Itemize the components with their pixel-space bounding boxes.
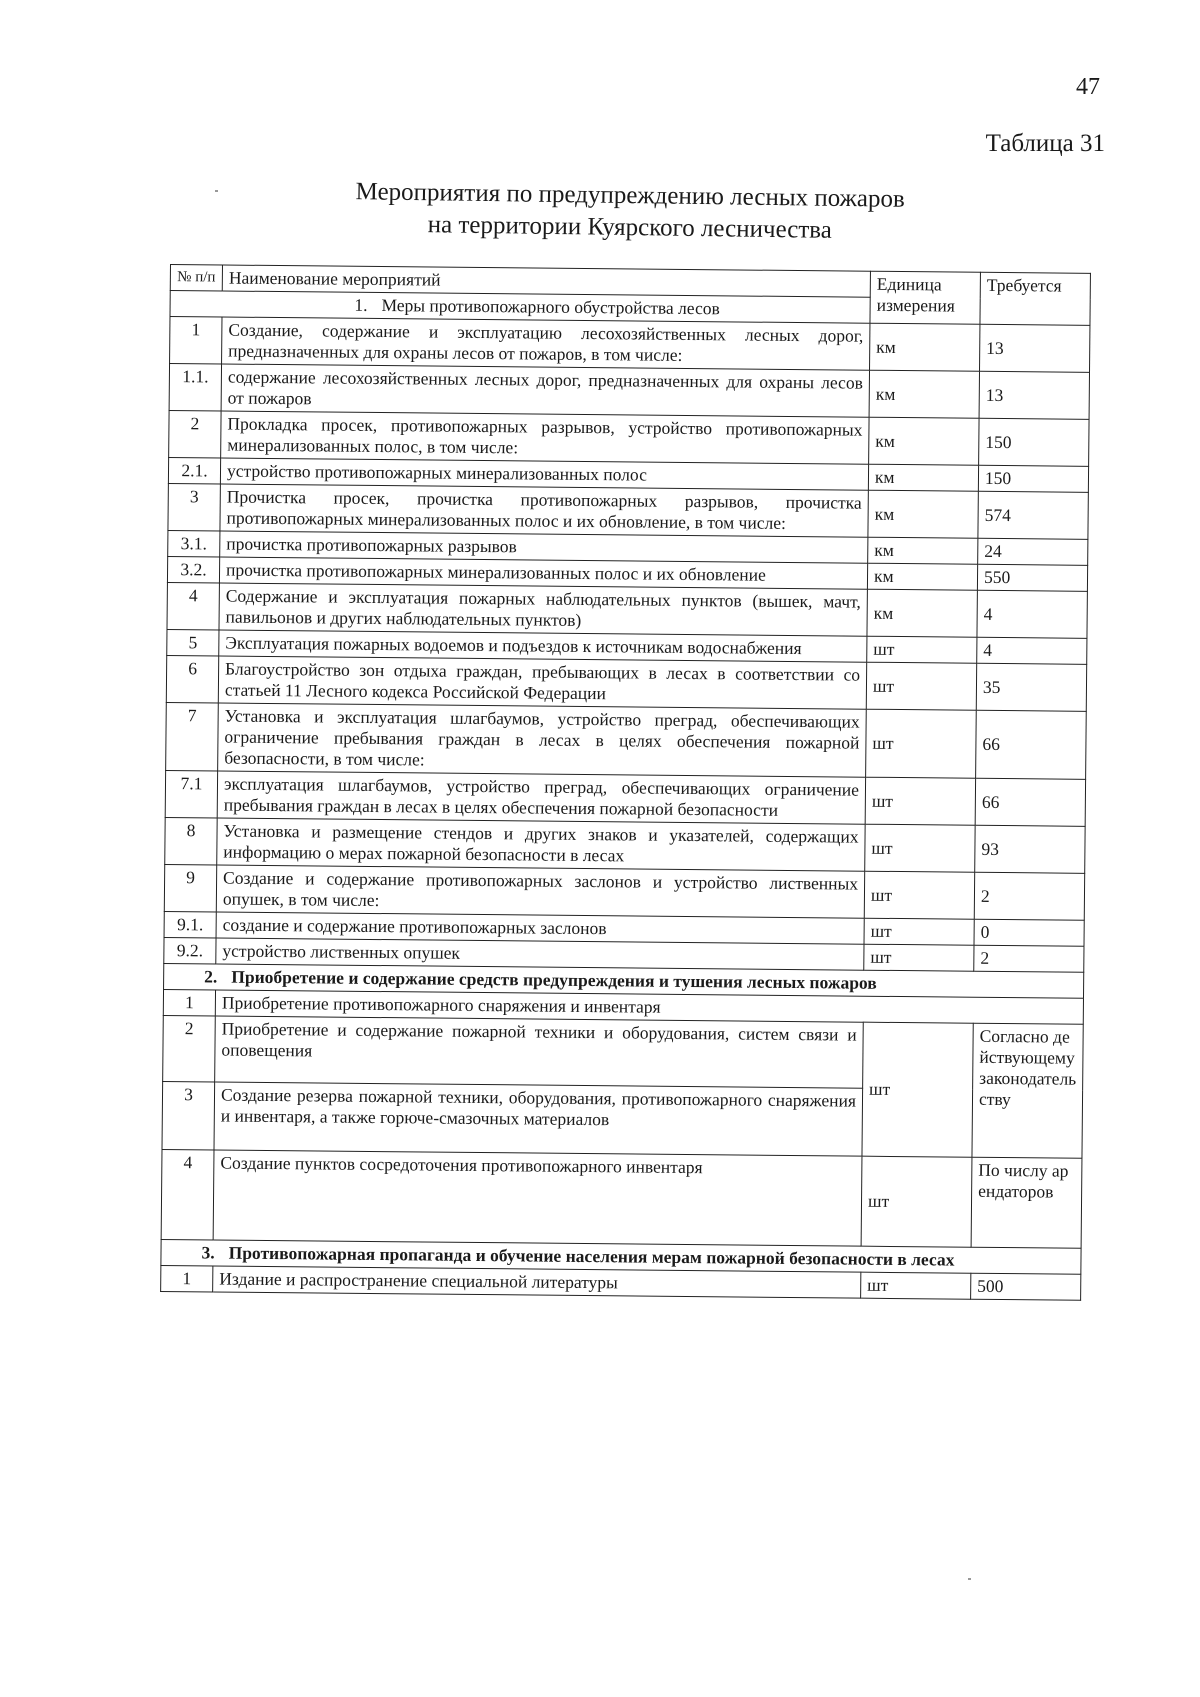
- section-2-rows: [161, 963, 1084, 1248]
- row-required: 150: [978, 465, 1088, 492]
- row-num: 1: [161, 1265, 213, 1291]
- row-unit: шт: [866, 662, 976, 710]
- row-required: 13: [979, 371, 1089, 419]
- row-name: содержание лесохозяйственных лесных дорог, предназначенных для охраны лесов от пожаров: [221, 364, 869, 417]
- row-name: эксплуатация шлагбаумов, устройство преград, обеспечивающих ограничение пребывания граждан в лесах в целях обеспечения пожарной безопасности: [217, 771, 865, 824]
- row-required: 500: [971, 1273, 1081, 1300]
- row-required: 13: [980, 324, 1090, 372]
- row-unit: шт: [864, 871, 974, 919]
- row-num: 1: [163, 989, 215, 1015]
- row-name: Прокладка просек, противопожарных разрывов, устройство противопожарных минерализованных полос, в том числе:: [221, 411, 869, 464]
- scan-speck: [968, 1578, 971, 1580]
- row-num: 3: [168, 483, 220, 530]
- row-required: 66: [976, 710, 1087, 779]
- row-num: 6: [166, 655, 218, 702]
- row-unit: км: [869, 370, 979, 418]
- row-required: 574: [978, 491, 1088, 539]
- row-unit: км: [867, 563, 977, 590]
- table-row: [163, 1015, 1084, 1090]
- row-required: По числу арендаторов: [971, 1157, 1082, 1248]
- row-name: Установка и эксплуатация шлагбаумов, устройство преград, обеспечивающих ограничение пребывания граждан в лесах в целях обеспечения пожарной безопасности, в том числе:: [218, 703, 867, 777]
- row-num: 7: [166, 702, 219, 770]
- table-row: [161, 1149, 1082, 1248]
- row-required: 4: [977, 637, 1087, 664]
- row-name: Прочистка просек, прочистка противопожарных разрывов, прочистка противопожарных минерализованных полос и их обновление, в том числе:: [220, 484, 868, 537]
- row-num: 1: [170, 317, 222, 364]
- row-name: создание и содержание противопожарных заслонов: [216, 912, 864, 944]
- table-row: [166, 702, 1087, 779]
- row-num: 9: [164, 864, 216, 911]
- row-num: 9.1.: [164, 911, 216, 937]
- row-name: устройство противопожарных минерализованных полос: [220, 458, 868, 490]
- row-unit: км: [868, 537, 978, 564]
- row-required: 550: [977, 564, 1087, 591]
- measures-table-wrapper: [160, 264, 1090, 1301]
- scan-speck: [215, 190, 218, 192]
- row-name: Издание и распространение специальной литературы: [213, 1266, 861, 1298]
- section-1-title: 1. Меры противопожарного обустройства лесов: [170, 291, 870, 324]
- row-name: Установка и размещение стендов и других знаков и указателей, содержащих информацию о мерах пожарной безопасности в лесах: [217, 818, 865, 871]
- row-name: прочистка противопожарных минерализованных полос и их обновление: [219, 557, 867, 589]
- row-unit: шт: [861, 1272, 971, 1299]
- row-name: Создание резерва пожарной техники, оборудования, противопожарного снаряжения и инвентаря, а также горюче-смазочных материалов: [214, 1082, 863, 1156]
- row-name: Создание и содержание противопожарных заслонов и устройство лиственных опушек, в том числе:: [216, 865, 864, 918]
- row-unit: шт: [867, 636, 977, 663]
- row-unit: шт: [864, 944, 974, 971]
- row-required: 0: [974, 919, 1084, 946]
- row-unit: шт: [864, 918, 974, 945]
- row-num: 3.2.: [167, 556, 219, 582]
- row-required: 4: [977, 590, 1087, 638]
- row-required: 2: [974, 945, 1084, 972]
- row-num: 8: [165, 817, 217, 864]
- row-unit: шт: [865, 824, 975, 872]
- row-unit: шт: [865, 777, 975, 825]
- title-line-1: Мероприятия по предупреждению лесных пожаров: [355, 178, 905, 213]
- row-unit: шт: [861, 1156, 972, 1247]
- row-num: 7.1: [165, 770, 217, 817]
- row-num: 2: [163, 1015, 216, 1081]
- row-name: Благоустройство зон отдыха граждан, пребывающих в лесах в соответствии со статьей 11 Лесного кодекса Российской Федерации: [218, 656, 866, 709]
- row-num: 9.2.: [164, 937, 216, 963]
- row-unit: км: [867, 589, 977, 637]
- table-caption: Таблица 31: [985, 130, 1105, 157]
- header-name: Наименование мероприятий: [222, 265, 870, 297]
- row-required: 35: [976, 663, 1086, 711]
- row-required: 66: [975, 778, 1085, 826]
- row-name: прочистка противопожарных разрывов: [220, 531, 868, 563]
- measures-table: [160, 264, 1091, 1301]
- section-2-title: 2. Приобретение и содержание средств предупреждения и тушения лесных пожаров: [164, 963, 1084, 998]
- section-3-rows: [161, 1239, 1081, 1300]
- row-required: 24: [978, 538, 1088, 565]
- row-num: 2: [169, 410, 221, 457]
- row-name: Приобретение и содержание пожарной техники и оборудования, систем связи и оповещения: [215, 1016, 864, 1088]
- row-name: устройство лиственных опушек: [216, 938, 864, 970]
- header-unit: Единица измерения: [870, 271, 980, 324]
- header-required: Требуется: [980, 272, 1090, 325]
- row-num: 2.1.: [168, 457, 220, 483]
- section-3-title: 3. Противопожарная пропаганда и обучение населения мерам пожарной безопасности в лесах: [161, 1239, 1081, 1274]
- row-name: Приобретение противопожарного снаряжения и инвентаря: [215, 990, 1083, 1024]
- row-num: 5: [167, 629, 219, 655]
- section-1-rows: [164, 317, 1090, 973]
- row-num: 3.1.: [168, 530, 220, 556]
- row-name: Создание, содержание и эксплуатацию лесохозяйственных лесных дорог, предназначенных для охраны лесов от пожаров, в том числе:: [222, 317, 870, 370]
- title-line-2: на территории Куярского лесничества: [427, 211, 833, 244]
- row-unit: км: [869, 417, 979, 465]
- row-num: 4: [161, 1149, 214, 1239]
- row-required: 150: [979, 418, 1089, 466]
- header-num: № п/п: [170, 265, 222, 291]
- document-title: [280, 175, 981, 249]
- row-name: Содержание и эксплуатация пожарных наблюдательных пунктов (вышек, мачт, павильонов и других наблюдательных пунктов): [219, 583, 867, 636]
- row-name: Создание пунктов сосредоточения противопожарного инвентаря: [213, 1150, 862, 1246]
- row-unit: км: [868, 490, 978, 538]
- row-num: 1.1.: [169, 364, 221, 411]
- row-unit: шт: [866, 709, 977, 778]
- row-required: Согласно действующему законодательству: [972, 1023, 1083, 1158]
- row-name: Эксплуатация пожарных водоемов и подъездов к источникам водоснабжения: [219, 630, 867, 662]
- page-number: 47: [1076, 74, 1100, 100]
- row-num: 4: [167, 582, 219, 629]
- row-unit: км: [870, 323, 980, 371]
- row-unit: км: [868, 464, 978, 491]
- row-required: 2: [974, 872, 1084, 920]
- row-unit: шт: [862, 1022, 973, 1157]
- row-required: 93: [975, 825, 1085, 873]
- row-num: 3: [162, 1081, 215, 1149]
